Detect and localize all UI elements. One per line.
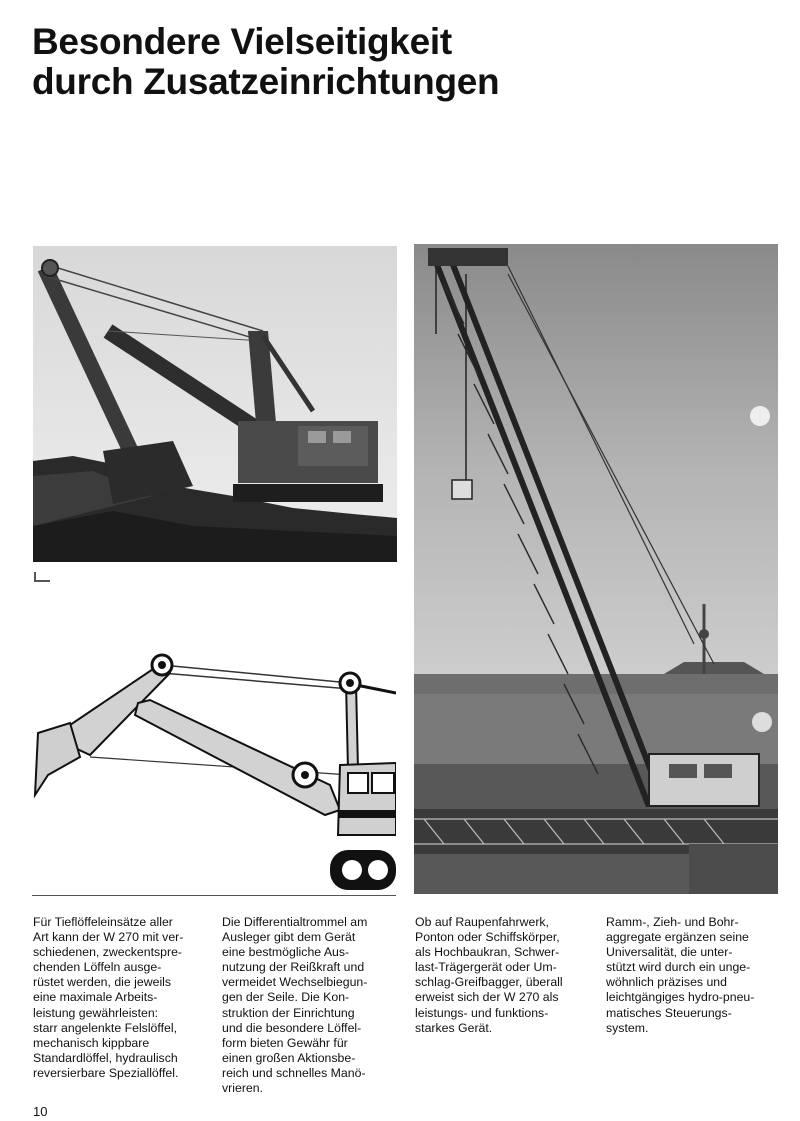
page-number: 10	[33, 1104, 48, 1119]
text-line: Art kann der W 270 mit ver-	[33, 930, 184, 945]
text-line: stützt wird durch ein unge-	[606, 960, 751, 975]
text-line: mechanisch kippbare	[33, 1035, 150, 1050]
divider-rule	[32, 895, 396, 896]
text-line: als Hochbaukran, Schwer-	[415, 945, 560, 960]
text-line: Standardlöffel, hydraulisch	[33, 1050, 178, 1065]
text-line: nutzung der Reißkraft und	[222, 960, 365, 975]
text-line: Die Differentialtrommel am	[222, 915, 368, 929]
paragraph-3	[415, 915, 597, 1036]
photo-shovel-excavator	[33, 246, 397, 562]
paragraph-2	[222, 915, 402, 1096]
text-column-2	[222, 915, 402, 1096]
text-line: vrieren.	[222, 1081, 264, 1096]
text-line: einen großen Aktionsbe-	[222, 1050, 356, 1065]
text-line: wöhnlich präzises und	[606, 975, 727, 990]
text-line: matisches Steuerungs-	[606, 1005, 732, 1020]
text-line: reversierbare Speziallöffel.	[33, 1065, 179, 1080]
page-title-line-1: Besondere Vielseitigkeit	[32, 21, 452, 62]
text-line: Ausleger gibt dem Gerät	[222, 930, 356, 945]
text-column-4	[606, 915, 788, 1036]
text-line: leistungs- und funktions-	[415, 1005, 549, 1020]
text-line: Ponton oder Schiffskörper,	[415, 930, 560, 945]
text-column-1	[33, 915, 215, 1081]
text-line: schlag-Greifbagger, überall	[415, 975, 563, 990]
text-line: leichtgängiges hydro-pneu-	[606, 990, 755, 1005]
text-line: chenden Löffeln ausge-	[33, 960, 162, 975]
text-line: form bieten Gewähr für	[222, 1035, 348, 1050]
text-line: gen der Seile. Die Kon-	[222, 990, 350, 1005]
text-line: struktion der Einrichtung	[222, 1005, 355, 1020]
page-title-line-2: durch Zusatzeinrichtungen	[32, 61, 500, 102]
text-column-3	[415, 915, 597, 1036]
text-line: eine maximale Arbeits-	[33, 990, 158, 1005]
text-line: reich und schnelles Manö-	[222, 1065, 366, 1080]
text-line: Ob auf Raupenfahrwerk,	[415, 915, 549, 929]
text-line: Für Tieflöffeleinsätze aller	[33, 915, 173, 929]
text-line: vermeidet Wechselbiegun-	[222, 975, 368, 990]
text-line: Universalität, die unter-	[606, 945, 733, 960]
text-line: last-Trägergerät oder Um-	[415, 960, 557, 975]
drawing-backhoe-excavator	[30, 645, 396, 890]
text-line: aggregate ergänzen seine	[606, 930, 749, 945]
text-line: system.	[606, 1020, 649, 1035]
text-line: und die besondere Löffel-	[222, 1020, 362, 1035]
text-line: Ramm-, Zieh- und Bohr-	[606, 915, 739, 929]
text-line: erweist sich der W 270 als	[415, 990, 559, 1005]
text-line: leistung gewährleisten:	[33, 1005, 159, 1020]
decorative-mark	[34, 572, 50, 582]
photo-lattice-crane	[414, 244, 778, 894]
page-title	[32, 22, 499, 102]
text-line: starr angelenkte Felslöffel,	[33, 1020, 177, 1035]
paragraph-1	[33, 915, 215, 1081]
text-line: eine bestmögliche Aus-	[222, 945, 350, 960]
text-line: starkes Gerät.	[415, 1020, 493, 1035]
paragraph-4	[606, 915, 788, 1036]
text-line: schiedenen, zweckentspre-	[33, 945, 183, 960]
text-line: rüstet werden, die jeweils	[33, 975, 172, 990]
